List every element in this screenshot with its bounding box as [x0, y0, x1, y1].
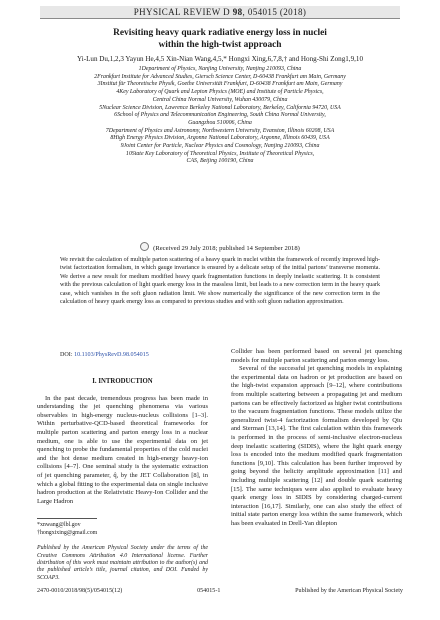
paper-title — [40, 28, 400, 51]
doi-link[interactable]: 10.1103/PhysRevD.98.054015 — [74, 352, 149, 358]
received-line — [40, 242, 400, 252]
affiliation-list — [40, 66, 400, 166]
affiliation: CAS, Beijing 100190, China — [186, 158, 254, 165]
body-paragraph: Several of the successful jet quenching models in explaining the experimental data on hadron or jet production are based on the high-twist expansion approach [9–12], where contributions from multiple scattering between a propagating jet and medium partons can be effectively factorized as higher twist contributions to the vacuum fragmentation functions. These models utilize the generalized twist-4 factorization formalism developed by Qiu and Sterman [13,14]. The first calculation within this framework is performed in the process of semi-inclusive electron-nucleus deep inelastic scattering (SIDIS), where the light quark energy loss is encoded into the medium modified quark fragmentation functions [9,10]. This calculation has been further improved by going beyond the helicity amplitude approximation [11] and including multiple scattering [12] and double quark scattering [15]. The same techniques were also applied to evaluate heavy quark energy loss in SIDIS by considering charged-current interaction [16,17]. Similarly, one can also study the effect of initial state parton energy loss within the same framework, which has been evaluated in Drell-Yan dilepton — [231, 365, 402, 527]
page-footer — [37, 588, 403, 594]
affiliation: 9Joint Center for Particle, Nuclear Physics and Cosmology, Nanjing 210093, China — [120, 143, 320, 150]
title-line: Revisiting heavy quark radiative energy loss in nuclei — [113, 28, 327, 38]
affiliation: 10State Key Laboratory of Theoretical Physics, Institute of Theoretical Physics, — [125, 150, 315, 157]
continued-paragraph: Collider has been performed based on several jet quenching models for multiple parton scattering and parton energy loss. — [231, 348, 402, 364]
journal-article: , 054015 (2018) — [242, 7, 307, 17]
footnote-email: †hongxixing@gmail.com — [37, 529, 98, 536]
doi-line — [60, 352, 149, 358]
footer-publisher: Published by the American Physical Society — [295, 588, 403, 594]
affiliation: 1Department of Physics, Nanjing University, Nanjing 210093, China — [138, 66, 302, 72]
received-text: (Received 29 July 2018; published 14 September 2018) — [153, 245, 300, 252]
doi-label: DOI: — [60, 352, 73, 358]
footnote-rule — [37, 518, 97, 519]
affiliation: 6School of Physics and Telecommunication Engineering, South China Normal University, — [114, 112, 326, 119]
footer-page: 054015-1 — [197, 588, 221, 594]
affiliation: 2Frankfurt Institute for Advanced Studies, Giersch Science Center, D-60438 Frankfurt am Main, Germany — [94, 73, 346, 80]
footnote-email: *xnwang@lbl.gov — [37, 522, 81, 529]
license-note: Published by the American Physical Society under the terms of the Creative Commons Attribution 4.0 International license. Further distribution of this work must maintain attribution to the author(s) and the published article’s title, journal citation, and DOI. Funded by SCOAP3. — [37, 545, 208, 581]
affiliation: 5Nuclear Science Division, Lawrence Berkeley National Laboratory, Berkeley, California 94720, USA — [99, 104, 341, 111]
intro-paragraph: In the past decade, tremendous progress has been made in understanding the jet quenching phenomena via various observables in high-energy nucleus-nucleus collisions [1–3]. Within perturbative-QCD-based theoretical frameworks for multiple parton scattering and parton energy loss in a nuclear medium, one is able to use the experimental data on jet quenching to probe the fundamental properties of the cold nuclei and the hot dense medium created in high-energy heavy-ion collisions [4–7]. One seminal study is the systematic extraction of jet quenching parameter, q̂, by the JET Collaboration [8], in which a global fitting to the experimental data on single inclusive hadron production at the Relativistic Heavy-Ion Collider and the Large Hadron — [37, 394, 208, 505]
journal-volume: 98 — [232, 7, 243, 17]
author-list: Yi-Lun Du,1,2,3 Yayun He,4,5 Xin-Nian Wang,4,5,* Hongxi Xing,6,7,8,† and Hong-Shi Zong1,9,10 — [77, 55, 363, 63]
right-column — [231, 348, 402, 528]
title-line: within the high-twist approach — [158, 39, 282, 50]
open-access-icon — [140, 242, 149, 251]
affiliation: Central China Normal University, Wuhan 430079, China — [152, 96, 288, 103]
journal-name: PHYSICAL REVIEW D — [133, 7, 231, 17]
left-column — [37, 378, 208, 582]
affiliation: 7Department of Physics and Astronomy, Northwestern University, Evanston, Illinois 60208, USA — [105, 127, 335, 134]
affiliation: 8High Energy Physics Division, Argonne National Laboratory, Argonne, Illinois 60439, USA — [110, 135, 330, 142]
affiliation: Guangzhou 510006, China — [188, 119, 252, 126]
footer-issn: 2470-0010/2018/98(5)/054015(12) — [37, 588, 123, 594]
affiliation: 3Institut für Theoretische Physik, Goethe Universität Frankfurt, D-60438 Frankfurt am Main, Germany — [97, 81, 343, 88]
journal-header — [40, 6, 400, 19]
section-heading: I. INTRODUCTION — [92, 378, 153, 385]
abstract: We revisit the calculation of multiple parton scattering of a heavy quark in nuclei within the framework of recently improved high-twist factorization formalism, in which gauge invariance is ensured by a delicate setup of the initial partons’ transverse momenta. We derive a new result for medium modified heavy quark fragmentation functions in deeply inelastic scattering. It is consistent with the previous calculation of light quark energy loss in the massless limit, but leads to a new correction term in the heavy quark case, which vanishes in the soft gluon radiation limit. We show numerically the significance of the new correction term in the calculation of heavy quark energy loss as compared to previous studies and with soft gluon radiation approximation. — [60, 257, 380, 306]
affiliation: 4Key Laboratory of Quark and Lepton Physics (MOE) and Institute of Particle Physics, — [116, 89, 324, 96]
